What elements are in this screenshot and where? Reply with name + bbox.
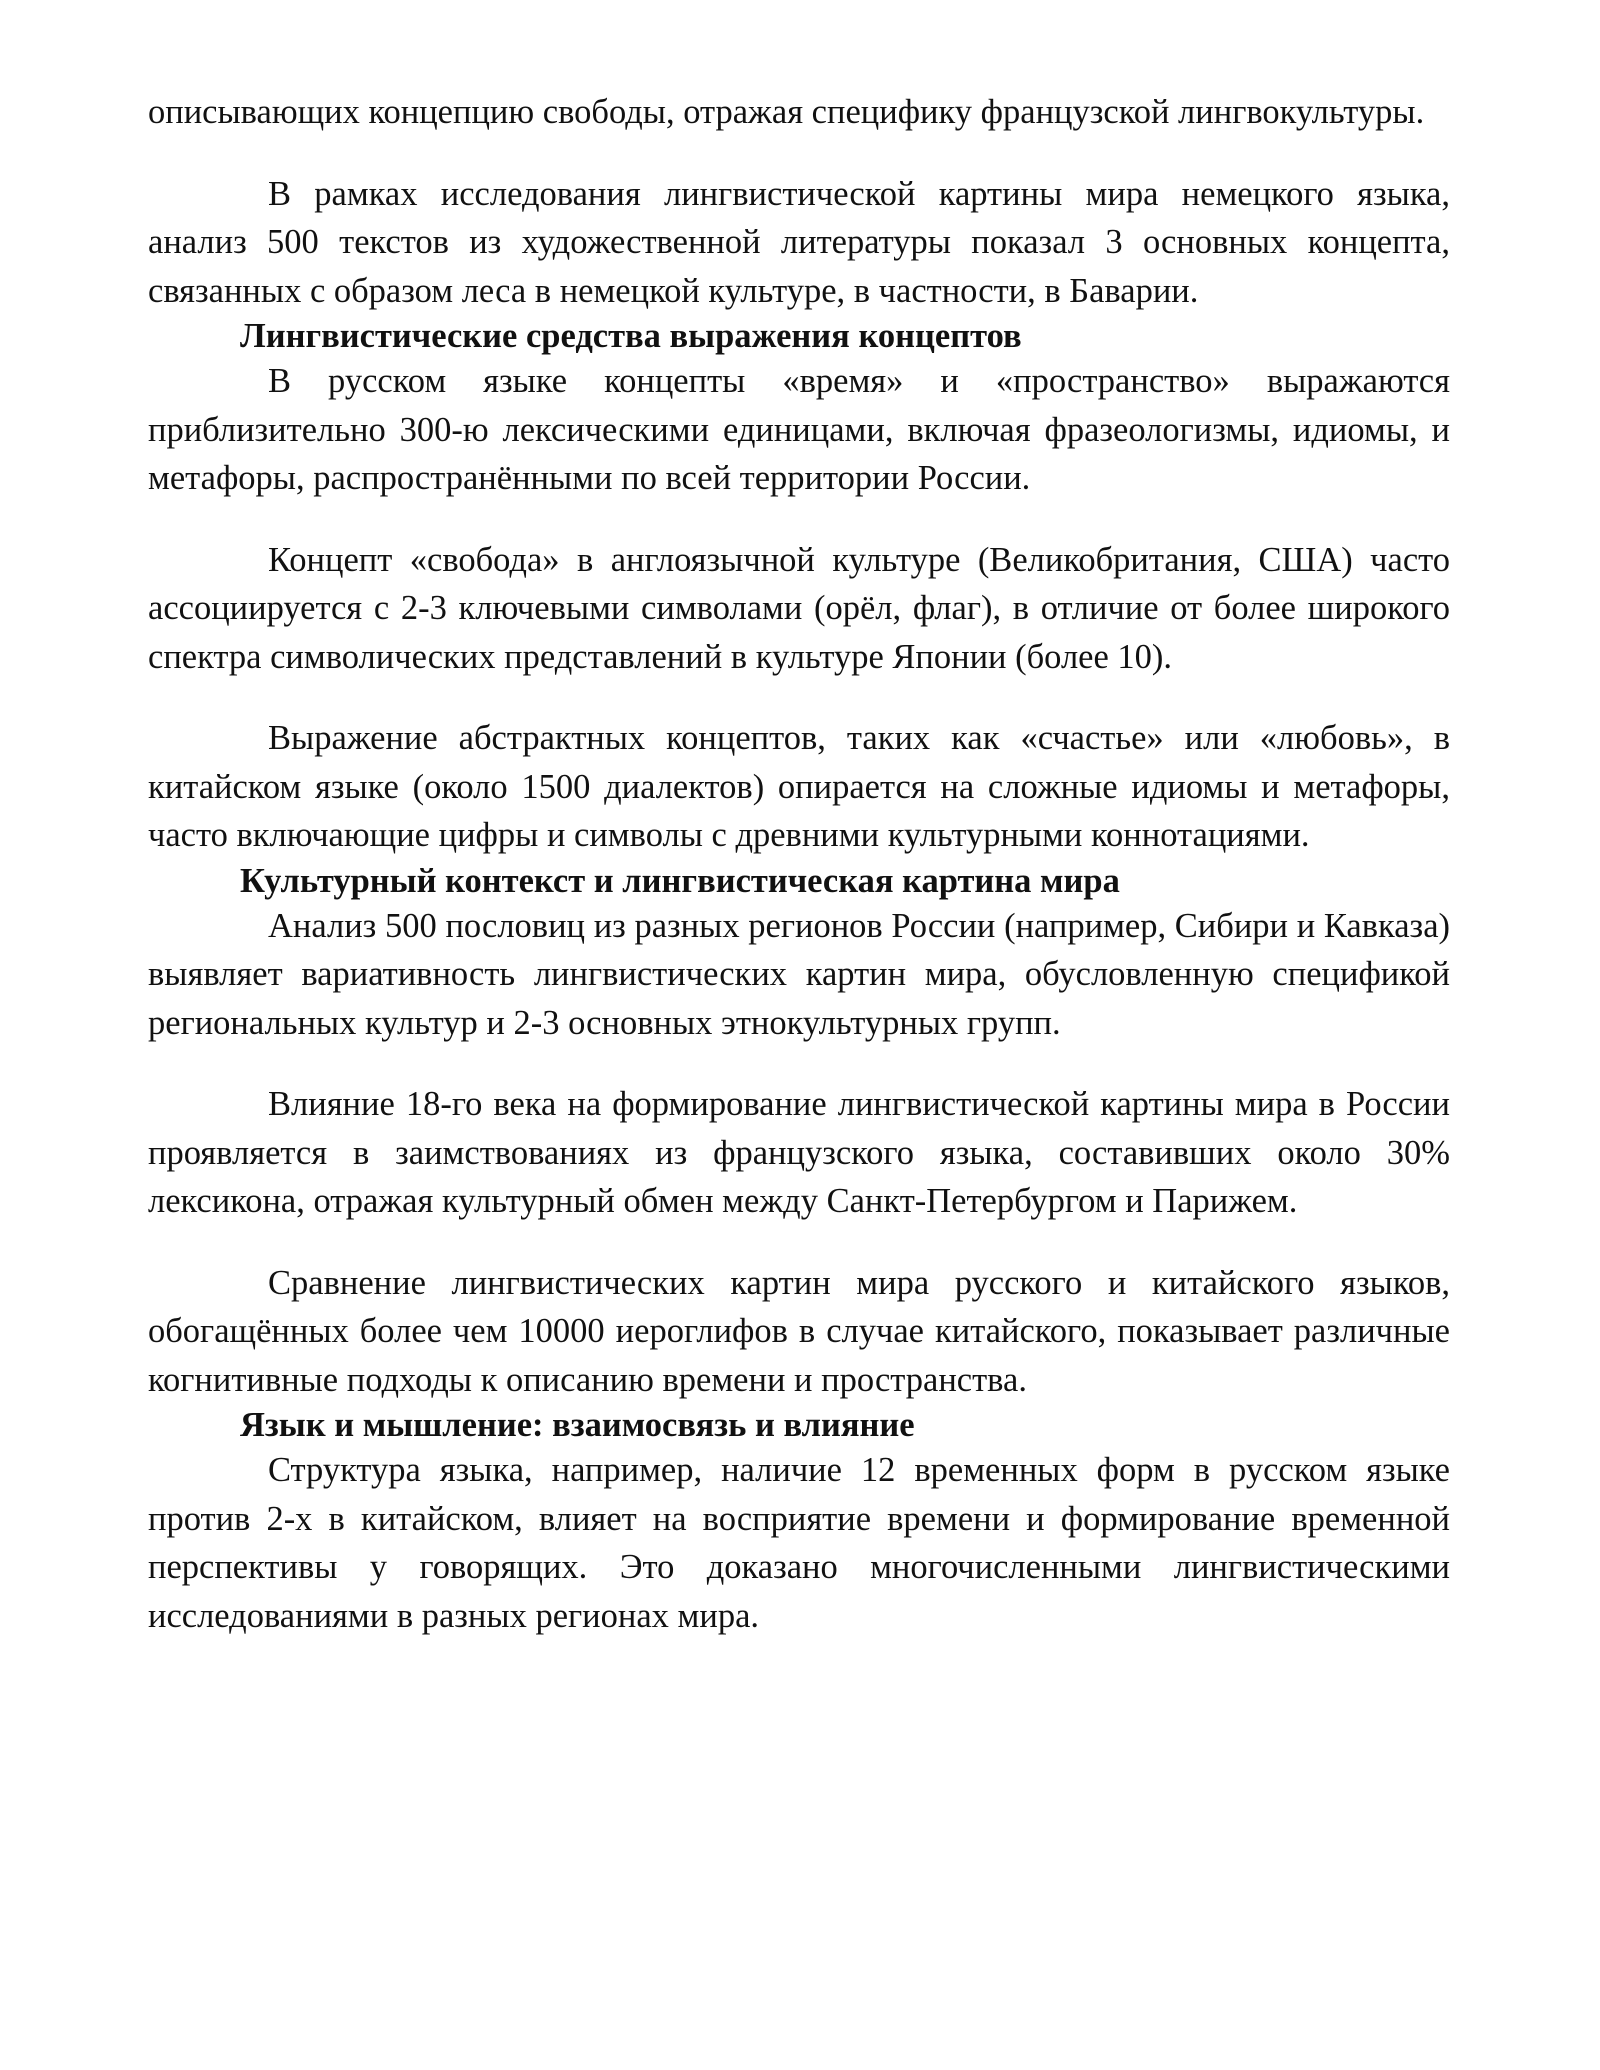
- paragraph-english-freedom: Концепт «свобода» в англоязычной культуре (Великобритания, США) часто ассоциируется с 2-3 ключевыми символами (орёл, флаг), в отличие от более широкого спектра символических представлений в культуре Японии (более 10).: [148, 540, 1450, 676]
- paragraph-russian-chinese-comparison: Сравнение лингвистических картин мира русского и китайского языков, обогащённых более чем 10000 иероглифов в случае китайского, показывает различные когнитивные подходы к описанию времени и пространства.: [148, 1263, 1450, 1399]
- section-heading-linguistic-means: Лингвистические средства выражения концептов: [240, 317, 1022, 355]
- section-heading-cultural-context: Культурный контекст и лингвистическая картина мира: [240, 861, 1120, 900]
- paragraph-tense-forms: Структура языка, например, наличие 12 временных форм в русском языке против 2-х в китайском, влияет на восприятие времени и формирование временной перспективы у говорящих. Это доказано многочисленными лингвистическими исследованиями в разных регионах мира.: [148, 1451, 1450, 1635]
- paragraph-german-forest: В рамках исследования лингвистической картины мира немецкого языка, анализ 500 текстов из художественной литературы показал 3 основных концепта, связанных с образом леса в немецкой культуре, в частности, в Баварии.: [148, 174, 1450, 310]
- paragraph-proverbs-regions: Анализ 500 пословиц из разных регионов России (например, Сибири и Кавказа) выявляет вариативность лингвистических картин мира, обусловленную спецификой региональных культур и 2-3 основных этнокультурных групп.: [148, 906, 1450, 1042]
- document-page: [148, 88, 1450, 1640]
- paragraph-russian-time-space: В русском языке концепты «время» и «пространство» выражаются приблизительно 300-ю лексическими единицами, включая фразеологизмы, идиомы, и метафоры, распространёнными по всей территории России.: [148, 362, 1450, 497]
- paragraph-chinese-abstract: Выражение абстрактных концептов, таких как «счастье» или «любовь», в китайском языке (около 1500 диалектов) опирается на сложные идиомы и метафоры, часто включающие цифры и символы с древними культурными коннотациями.: [148, 719, 1450, 854]
- section-heading-language-thought: Язык и мышление: взаимосвязь и влияние: [240, 1406, 915, 1444]
- paragraph-french-freedom: описывающих концепцию свободы, отражая специфику французской лингвокультуры.: [148, 93, 1425, 131]
- paragraph-18th-century: Влияние 18-го века на формирование лингвистической картины мира в России проявляется в заимствованиях из французского языка, составивших около 30% лексикона, отражая культурный обмен между Санкт-Петербургом и Парижем.: [148, 1085, 1450, 1220]
